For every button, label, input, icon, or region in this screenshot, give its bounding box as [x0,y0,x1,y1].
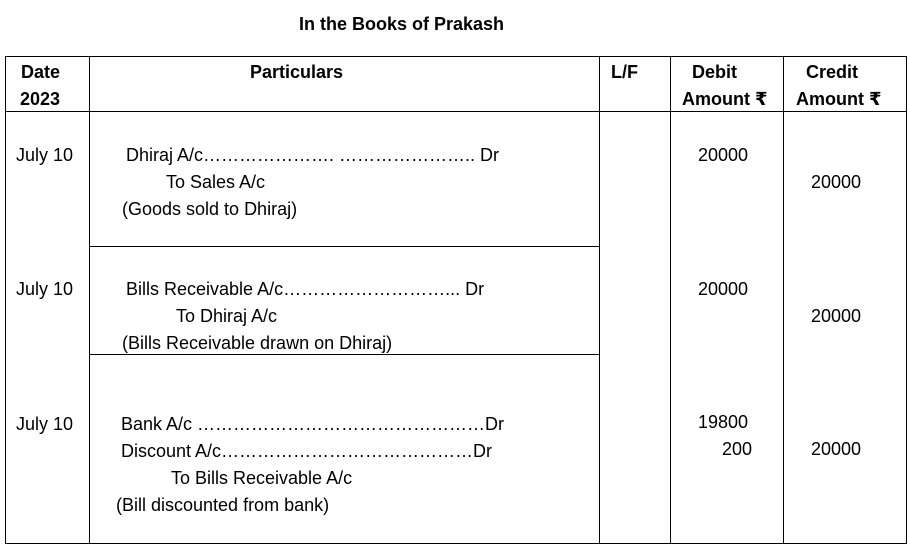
entry-credit-amount: 20000 [811,172,862,192]
entry-debit-amount: 20000 [698,145,749,165]
debit-column-border [783,56,784,544]
entry-debit-account: Dhiraj A/c…………………. ………………….. Dr [126,145,500,165]
header-debit: Debit [692,62,737,82]
date-column-border [89,56,90,544]
entry-debit-amount: 20000 [698,279,749,299]
header-date-year: 2023 [20,89,61,109]
page-title: In the Books of Prakash [299,14,505,34]
entry-debit-amount: 19800 [698,412,749,432]
entry-date: July 10 [16,414,74,434]
entry-credit-account: To Dhiraj A/c [176,306,278,326]
entry-credit-account: To Sales A/c [166,172,266,192]
header-credit: Credit [806,62,859,82]
entry-narration: (Bill discounted from bank) [116,495,330,515]
particulars-column-border [599,56,600,544]
table-left-border [5,56,6,544]
entry-date: July 10 [16,145,74,165]
entry-divider-2 [89,354,600,355]
entry-debit-amount: 200 [722,439,753,459]
entry-credit-account: To Bills Receivable A/c [171,468,353,488]
header-lf: L/F [611,62,638,82]
entry-divider-1 [89,246,600,247]
entry-debit-account: Discount A/c……………………………………Dr [121,441,493,461]
entry-credit-amount: 20000 [811,439,862,459]
entry-narration: (Bills Receivable drawn on Dhiraj) [122,333,393,353]
entry-date: July 10 [16,279,74,299]
entry-credit-amount: 20000 [811,306,862,326]
header-credit-amount: Amount ₹ [796,89,882,109]
entry-debit-account: Bank A/c …………………………………………Dr [121,414,505,434]
table-bottom-border [5,543,907,544]
header-debit-amount: Amount ₹ [682,89,768,109]
entry-debit-account: Bills Receivable A/c………………………... Dr [126,279,485,299]
table-top-border [5,56,907,57]
table-right-border [906,56,907,544]
entry-narration: (Goods sold to Dhiraj) [122,199,298,219]
lf-column-border [670,56,671,544]
header-bottom-border [5,111,907,112]
header-date: Date [21,62,61,82]
header-particulars: Particulars [250,62,344,82]
